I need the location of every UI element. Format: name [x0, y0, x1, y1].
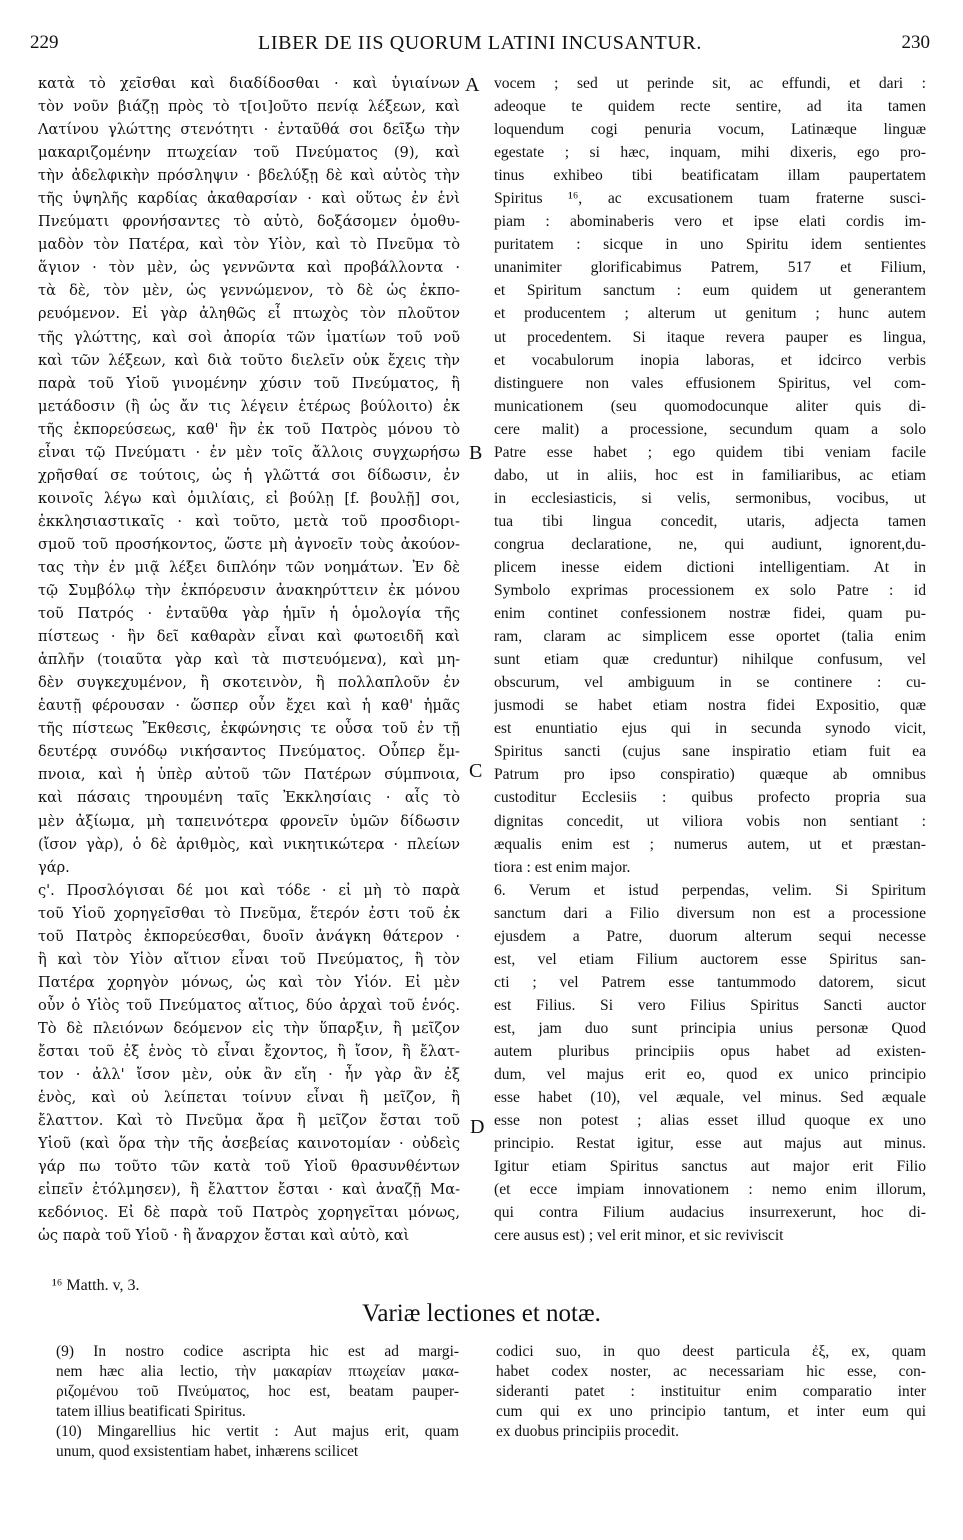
note-line: tatem illius beatificati Spiritus. [56, 1403, 246, 1420]
note-line: habet codex noster, ac necessariam hic esse, con- [496, 1363, 926, 1380]
greek-text-line: τῆς πίστεως Ἔκθεσις, ἐκφώνησις τε οὖσα τοῦ ἐν τῇ [38, 720, 460, 738]
latin-text-line: est Filius. Si vero Filius Spiritus Sancti auctor [494, 996, 926, 1014]
note-line: codici suo, in quo deest particula ἐξ, ex, quam [496, 1343, 926, 1360]
latin-text-line: enim continet confessionem nostræ fidei, quam pu- [494, 605, 926, 623]
latin-text-line: loquendum cogi penuria vocum, Latinæque linguæ [494, 121, 926, 139]
greek-text-line: μακαριζομένην πτωχείαν τοῦ Πνεύματος (9), καὶ [38, 144, 460, 162]
note-line: ριζομένου τοῦ Πνεύματος, hoc est, beatam pauper- [56, 1383, 459, 1400]
greek-text-line: τὸν νοῦν βιάζῃ πρὸς τὸ τ[οι]οῦτο πενίᾳ λέξεων, καὶ [38, 98, 460, 116]
latin-text-line: et Spiritum sanctum : eum quidem ut generantem [494, 282, 926, 300]
latin-text-line: ut procedentem. Si itaque revera pauper es lingua, [494, 328, 926, 346]
greek-text-line: τῆς ἐκπορεύσεως, καθ' ἣν ἐκ τοῦ Πατρὸς μόνου τὸ [38, 420, 460, 438]
latin-text-line: (et ecce impiam innovationem : nemo enim illorum, [494, 1181, 926, 1199]
latin-text-line: cere ausus est) ; vel erit minor, et sic reviviscit [494, 1227, 784, 1245]
latin-text-line: autem pluribus principiis opus habet ad existen- [494, 1042, 926, 1060]
latin-text-line: tiora : est enim major. [494, 858, 631, 876]
greek-text-line: κεδόνιος. Εἰ δὲ παρὰ τοῦ Πατρὸς χορηγεῖται μόνως, [38, 1204, 460, 1222]
greek-text-line: οὖν ὁ Υἱὸς τοῦ Πνεύματος αἴτιος, δύο ἀρχαὶ τοῦ ἑνός. [38, 996, 460, 1014]
latin-text-line: esse non potest ; alias esset illud quoque ex uno [494, 1112, 926, 1130]
latin-text-line: Patre esse habet ; ego quidem tibi veniam facile [494, 443, 926, 461]
greek-text-line: σμοῦ τοῦ προσήκοντος, ὥστε μὴ ἀγνοεῖν τοὺς ἀκούον- [38, 535, 460, 553]
latin-text-line: est enuntiatio ejus qui in secunda synodo vicit, [494, 720, 926, 738]
greek-text-line: ἅγιον · τὸν μὲν, ὡς γεννῶντα καὶ προβάλλοντα · [38, 259, 460, 277]
latin-text-line: municationem (seu quomodocunque aliter quis di- [494, 397, 926, 415]
greek-text-line: Υἱοῦ (καὶ ὅρα τὴν τῆς ἀσεβείας καινοτομίαν · οὐδεὶς [38, 1135, 460, 1153]
greek-text-line: ἔσται τοῦ ἐξ ἑνὸς τὸ εἶναι ἔχοντος, ἢ ἴσον, ἢ ἔλατ- [38, 1042, 460, 1060]
latin-text-line: sanctum dari a Filio diversum non est a processione [494, 904, 926, 922]
latin-text-line: unanimiter glorificabimus Patrem, 517 et Filium, [494, 259, 926, 277]
greek-text-line: δευτέρᾳ συνόδῳ νικήσαντος Πνεύματος. Οὗπερ ἔμ- [38, 743, 460, 761]
greek-text-line: παρὰ τοῦ Υἱοῦ γινομένην χύσιν τοῦ Πνεύματος, ἢ [38, 374, 460, 392]
page-number-right: 230 [901, 32, 930, 53]
note-line: (9) In nostro codice ascripta hic est ad margi- [56, 1343, 459, 1360]
latin-text-line: plicem inesse eidem dictioni intelligentiam. At in [494, 558, 926, 576]
greek-text-line: καὶ πάσαις τηρουμένη ταῖς Ἐκκλησίαις · αἷς τὸ [38, 789, 460, 807]
latin-text-line: obscurum, vel ambiguum in se continere : cu- [494, 674, 926, 692]
greek-text-line: γάρ. [38, 858, 70, 876]
latin-text-line: cere malit) a processione, secundum quam a solo [494, 420, 926, 438]
greek-text-line: δὲν συγκεχυμένον, ἢ σκοτεινὸν, ἢ πολλαπλοῦν ἐν [38, 674, 460, 692]
greek-text-line: χρῆσθαί σε τούτοις, ὡς ἡ γλῶττά σοι δίδωσιν, ἐν [38, 466, 460, 484]
greek-text-line: τας τὴν ἐν μιᾷ λέξει διπλόην τῶν νοημάτων. Ἐν δὲ [38, 558, 460, 576]
greek-text-line: τῷ Συμβόλῳ τὴν ἐκπόρευσιν ἀνακηρύττειν ἐκ μόνου [38, 582, 460, 600]
latin-text-line: tua tibi lingua concedit, utaris, adjecta tamen [494, 512, 926, 530]
latin-text-line: Symbolo exprimas processionem ex solo Patre : id [494, 582, 926, 600]
greek-text-line: πίστεως · ἣν δεῖ καθαρὰν εἶναι καὶ φωτοειδῆ καὶ [38, 628, 460, 646]
greek-text-line: τὰ δὲ, τὸν μὲν, ὡς γεννώμενον, τὸ δὲ ὡς ἐκπο- [38, 282, 460, 300]
margin-letter-c: C [469, 760, 483, 782]
greek-text-line: εἶναι τῷ Πνεύματι · ἐν μὲν τοῖς ἄλλοις συγχωρήσω [38, 443, 460, 461]
latin-text-line: est, jam duo sunt principia unius personæ Quod [494, 1019, 926, 1037]
greek-text-line: Πνεύματι φρονήσαντες τὸ αὐτὸ, δοξάσομεν ὁμοθυ- [38, 213, 460, 231]
greek-text-line: γάρ πω τοῦτο τῶν κατὰ τοῦ Υἱοῦ θρασυνθέντων [38, 1158, 460, 1176]
note-line: ex duobus principiis procedit. [496, 1423, 679, 1440]
latin-text-line: et producentem ; alterum ut genitum ; hunc autem [494, 305, 926, 323]
page-number-left: 229 [30, 32, 59, 53]
latin-text-line: et vocabulorum inopia laboras, et idcirco verbis [494, 351, 926, 369]
latin-text-line: Spiritus ¹⁶, ac excusationem tuam fraterne susci- [494, 190, 926, 208]
greek-text-line: ἑνὸς, καὶ οὐ λείπεται τοίνυν εἶναι ἢ μεῖζον, ἢ [38, 1089, 460, 1107]
greek-text-line: τὴν ἀδελφικὴν πρόσληψιν · βδελύξῃ δὲ καὶ αὐτὸς τὴν [38, 167, 460, 185]
greek-text-line: ρευόμενον. Εἰ γὰρ ἀληθῶς εἶ πτωχὸς τὸν πλοῦτον [38, 305, 460, 323]
margin-letter-d: D [470, 1116, 485, 1138]
latin-text-line: dabo, ut in aliis, hoc est in familiaribus, ac etiam [494, 466, 926, 484]
greek-text-line: τοῦ Πατρὸς ἐκπορεύεσθαι, δυοῖν ἀνάγκη θάτερον · [38, 927, 460, 945]
latin-text-line: cti ; vel Patrem esse tantummodo datorem, sicut [494, 973, 926, 991]
latin-text-line: principio. Restat igitur, esse aut majus aut minus. [494, 1135, 926, 1153]
latin-text-line: distinguere non vales effusionem Spiritus, vel com- [494, 374, 926, 392]
note-line: cum qui ex uno principio tantum, et inter eum qui [496, 1403, 926, 1420]
footnote: ¹⁶ Matth. v, 3. [52, 1277, 140, 1294]
latin-text-line: puritatem : sicque in uno Spiritu idem sentientes [494, 236, 926, 254]
latin-text-line: adeoque te quidem recte sentire, ad ita tamen [494, 98, 926, 116]
margin-letter-a: A [465, 74, 480, 96]
greek-text-line: τοῦ Πατρός · ἐνταῦθα γὰρ ἡμῖν ἡ ὁμολογία τῆς [38, 605, 460, 623]
note-line: unum, quod exsistentiam habet, inhærens scilicet [56, 1443, 359, 1460]
latin-text-line: sunt etiam quæ creduntur) nihilque confusum, vel [494, 651, 926, 669]
greek-text-line: καὶ τῶν λέξεων, καὶ διὰ τοῦτο διελεῖν οὐκ ἔχεις τὴν [38, 351, 460, 369]
greek-text-line: κατὰ τὸ χεῖσθαι καὶ διαδίδοσθαι · καὶ ὑγιαίνων [38, 75, 460, 92]
notes-left-column [56, 1342, 459, 1462]
greek-text-line: ς'. Προσλόγισαι δέ μοι καὶ τόδε · εἰ μὴ τὸ παρὰ [38, 881, 460, 899]
latin-text-line: custoditur Ecclesiis : quibus profecto propria sua [494, 789, 926, 807]
greek-text-line: πνοια, καὶ ἡ ὑπὲρ αὐτοῦ τῶν Πατέρων σύμπνοια, [38, 766, 460, 784]
latin-text-line: dignitas concedit, ut viliora vobis non sentiant : [494, 812, 926, 830]
greek-text-column [38, 72, 460, 1247]
latin-text-column [494, 72, 926, 1247]
greek-text-line: ἢ καὶ τὸν Υἱὸν αἴτιον εἶναι τοῦ Πνεύματος, ἢ τὸν [38, 950, 460, 968]
page-header [30, 32, 930, 62]
latin-text-line: congrua declaratione, ne, qui audiunt, ignorent,du- [494, 535, 926, 553]
greek-text-line: ἔλαττον. Καὶ τὸ Πνεῦμα ἄρα ἢ μεῖζον ἔσται τοῦ [38, 1112, 460, 1130]
latin-text-line: dum, vel majus erit eo, quod ex unico principio [494, 1066, 926, 1084]
latin-text-line: egestate ; si hæc, inquam, mihi dixeris, ego pro- [494, 144, 926, 162]
greek-text-line: τοῦ Υἱοῦ χορηγεῖσθαι τὸ Πνεῦμα, ἕτερόν ἐστι τοῦ ἐκ [38, 904, 460, 922]
greek-text-line: ἁπλῆν (τοιαῦτα γὰρ καὶ τὰ πιστευόμενα), καὶ μη- [38, 651, 460, 669]
greek-text-line: μετάδοσιν (ἢ ὡς ἄν τις λέγειν ἑτέρως βούλοιτο) ἐκ [38, 397, 460, 415]
note-line: nem hæc alia lectio, τὴν μακαρίαν πτωχείαν μακα- [56, 1363, 459, 1380]
margin-letter-b: B [469, 442, 483, 464]
greek-text-line: Λατίνου γλώττης στενότητι · ἐνταῦθά σοι δεῖξω τὴν [38, 121, 460, 139]
greek-text-line: (ἴσον γὰρ), ὁ δὲ ἀριθμὸς, καὶ νικητικώτερα · πλείων [38, 835, 460, 853]
latin-text-line: vocem ; sed ut perinde sit, ac effundi, et dari : [494, 75, 926, 92]
greek-text-line: μὲν ἀξίωμα, μὴ ταπεινότερα φρονεῖν ὑμῶν δίδωσιν [38, 812, 460, 830]
note-line: (10) Mingarellius hic vertit : Aut majus erit, quam [56, 1423, 459, 1440]
latin-text-line: tinus exhibeo tibi beatificatam illam paupertatem [494, 167, 926, 185]
greek-text-line: τον · ἀλλ' ἴσον μὲν, οὐκ ἂν εἴη · ἦν γὰρ ἂν ἐξ [38, 1066, 460, 1084]
latin-text-line: in ecclesiasticis, si velis, sermonibus, vocibus, ut [494, 489, 926, 507]
greek-text-line: Πατέρα χορηγὸν μόνως, ὡς καὶ τὸν Υἱόν. Εἰ μὲν [38, 973, 460, 991]
greek-text-line: εἰπεῖν ἐτόλμησεν), ἢ ἔλαττον ἔσται · καὶ ἀναζῇ Μα- [38, 1181, 460, 1199]
notes-right-column [496, 1342, 926, 1442]
variae-lectiones-title: Variæ lectiones et notæ. [362, 1300, 601, 1327]
greek-text-line: Τὸ δὲ πλειόνων δεόμενον εἰς τὴν ὕπαρξιν, ἢ μεῖζον [38, 1019, 460, 1037]
latin-text-line: esse habet (10), vel æquale, vel minus. Sed æquale [494, 1089, 926, 1107]
latin-text-line: Igitur etiam Spiritus sanctus aut major erit Filio [494, 1158, 926, 1176]
latin-text-line: ejusdem a Patre, duorum alterum sequi necesse [494, 927, 926, 945]
latin-text-line: Patrum pro ipso conspiratio) quæque ab omnibus [494, 766, 926, 784]
latin-text-line: æqualis enim est ; numerus autem, ut et præstan- [494, 835, 926, 853]
latin-text-line: qui contra Filium audacius insurrexerunt, hoc di- [494, 1204, 926, 1222]
greek-text-line: κοινοῖς λέγω καὶ ὁμιλίαις, εἰ βούλῃ [f. βουλῇ] σοι, [38, 489, 460, 507]
latin-text-line: est, vel etiam Filium auctorem esse Spiritus san- [494, 950, 926, 968]
greek-text-line: μαδὸν τὸν Πατέρα, καὶ τὸν Υἱὸν, καὶ τὸ Πνεῦμα τὸ [38, 236, 460, 254]
latin-text-line: Spiritus sancti (cujus sane inspiratio etiam fuit ea [494, 743, 926, 761]
greek-text-line: τῆς ὑψηλῆς καρδίας ἀκαθαρσίαν · καὶ οὕτως ἐν ἑνὶ [38, 190, 460, 208]
greek-text-line: ὡς παρὰ τοῦ Υἱοῦ · ἢ ἄναρχον ἔσται καὶ αὐτὸ, καὶ [38, 1227, 410, 1245]
greek-text-line: ἑαυτῇ φέρουσαν · ὥσπερ οὖν ἔχει καὶ ἡ καθ' ἡμᾶς [38, 697, 460, 715]
latin-text-line: piam : abominaberis vero et ipse elati cordis im- [494, 213, 926, 231]
latin-text-line: ram, claram ac simplicem esse oportet (talia enim [494, 628, 926, 646]
note-line: sideranti patet : instituitur enim comparatio inter [496, 1383, 926, 1400]
latin-text-line: 6. Verum et istud perpendas, velim. Si Spiritum [494, 881, 926, 899]
running-title: LIBER DE IIS QUORUM LATINI INCUSANTUR. [258, 32, 702, 54]
latin-text-line: jusmodi se habet etiam nostra fidei Expositio, quæ [494, 697, 926, 715]
greek-text-line: ἐκκλησιαστικαῖς · καὶ τοῦτο, μετὰ τοῦ προσδιορι- [38, 512, 460, 530]
greek-text-line: τῆς γλώττης, καὶ σοὶ ἀπορία τῶν ἱματίων τοῦ νοῦ [38, 328, 460, 346]
